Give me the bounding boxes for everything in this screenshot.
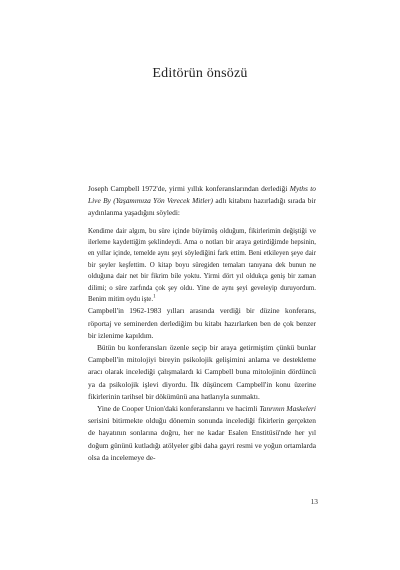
intro-text-start: Joseph Campbell 1972'de, yirmi yıllık konferanslarından derlediği [88,184,290,193]
paragraph-4 [88,403,316,464]
paragraph-2: Campbell'in 1962-1983 yılları arasında verdiği bir düzine konferans, röportaj ve seminerden derlediğim bu kitabı hazırlarken ben de çok benzer bir izlenime kapıldım. [88,306,316,340]
quote-text: Kendime dair algım, bu süre içinde büyümüş olduğum, fikirlerimin değiştiği ve ilerleme kaydettiğim şeklindeydi. Ama o notları bir araya getirdiğimde hepsinin, en yıllar içinde, temelde aynı şeyi söylediğini fark ettim. Beni etkileyen şeye dair bir şeyler keşfettim. O kitap boyu süregiden temaları tanıyana dek bunun ne olduğuna dair net bir fikrim bile yoktu. Yirmi dört yıl oldukça geniş bir zaman dilimi; o süre zarfında çok şey oldu. Yine de aynı şeyi geveleyip duruyordum. Benim mitim oydu işte. [88,227,316,304]
intro-text-end: adlı kitabını hazırladığı sırada bir aydınlanma yaşadığını söyledi: [88,196,317,218]
para4-text-end: serisini bitirmekte olduğu dönemin sonunda incelediği fikirlerin gerçekten de hayatının sonlarına doğru, her ne kadar Esalen Enstitüsü'nde her yıl doğum gününü kutladığı atölyeler gibi daha gayri resmi ve yoğun ortamlarda olsa da incelemeye de- [88,416,316,462]
block-quote [88,226,316,306]
book-title-masks: Tanrının Maskeleri [259,404,316,414]
intro-paragraph [88,183,316,220]
book-title-myths: Myths to Live By (Yaşamımıza Yön Verecek Mitler) [88,184,316,206]
page-number: 13 [310,497,318,506]
footnote-marker: 1 [153,294,156,300]
para4-text-start: Yine de Cooper Union'daki konferanslarını ve hacimli [97,404,260,414]
body-text [88,183,316,464]
paragraph-3: Bütün bu konferansları özenle seçip bir araya getirmiştim çünkü bunlar Campbell'in mitolojiyi bireyin psikolojik gelişimini anlama ve destekleme aracı olarak incelediği çalışmalardı ki Campbell buna mitolojinin dördüncü ya da psikolojik işlevi diyordu. İlk düşüncem Campbell'in konu üzerine fikirlerinin tarihsel bir dökümünü ana hatlarıyla sunmaktı. [88,343,316,401]
chapter-title: Editörün önsözü [152,66,248,81]
